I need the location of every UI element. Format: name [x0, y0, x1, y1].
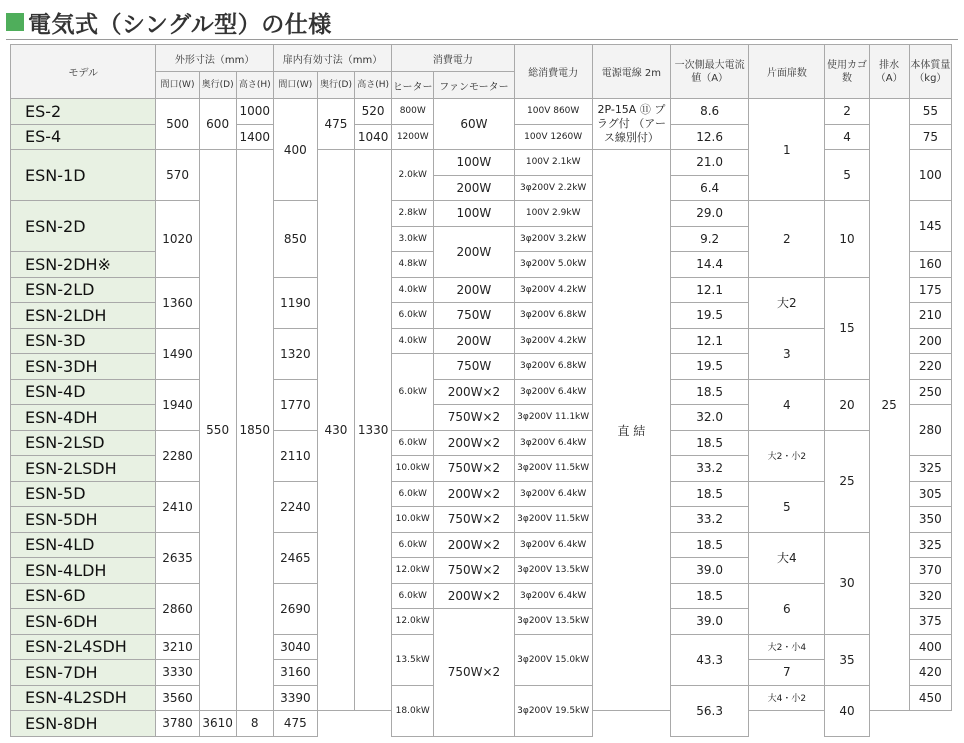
- outer-width-cell: 2635: [156, 532, 199, 583]
- current-cell: 9.2: [671, 226, 749, 252]
- table-row: [11, 277, 952, 303]
- total-power-cell: 100V 2.9kW: [514, 201, 592, 227]
- weight-cell: 220: [909, 354, 951, 380]
- weight-cell: 250: [909, 379, 951, 405]
- doors-cell: 2: [749, 201, 825, 278]
- inner-width-cell: 850: [273, 201, 317, 278]
- model-cell: ES-2: [11, 99, 156, 125]
- title-square-icon: [6, 13, 24, 31]
- heater-cell: 2.0kW: [392, 150, 434, 201]
- carts-cell: 5: [825, 150, 869, 201]
- header-max-current: 一次側最大電流値（A）: [671, 45, 749, 99]
- header-inner-height: 高さ(H): [355, 72, 392, 99]
- total-power-cell: 3φ200V 5.0kW: [514, 252, 592, 278]
- current-cell: 19.5: [671, 303, 749, 329]
- table-row: [11, 99, 952, 125]
- outer-width-cell: 2860: [156, 583, 199, 634]
- table-row: [11, 532, 952, 558]
- total-power-cell: 3φ200V 6.4kW: [514, 379, 592, 405]
- fan-cell: 750W×2: [434, 456, 514, 482]
- fan-cell: 200W×2: [434, 532, 514, 558]
- model-cell: ESN-2LSD: [11, 430, 156, 456]
- header-drain: 排水（A）: [869, 45, 909, 99]
- inner-height-cell: 520: [355, 99, 392, 125]
- total-power-cell: 3φ200V 11.5kW: [514, 507, 592, 533]
- outer-width-cell: 2410: [156, 481, 199, 532]
- weight-cell: 325: [909, 532, 951, 558]
- header-outer-depth: 奥行(D): [199, 72, 236, 99]
- doors-cell: 1: [749, 99, 825, 201]
- current-cell: 32.0: [671, 405, 749, 431]
- model-cell: ESN-3D: [11, 328, 156, 354]
- total-power-cell: 100V 1260W: [514, 124, 592, 150]
- weight-cell: 160: [909, 252, 951, 278]
- carts-cell: 10: [825, 201, 869, 278]
- heater-cell: 4.0kW: [392, 328, 434, 354]
- carts-cell: 2: [825, 99, 869, 125]
- heater-cell: 10.0kW: [392, 456, 434, 482]
- power-cord-cell: 2P-15A ⑪ プラグ付 （アース線別付）: [592, 99, 670, 150]
- total-power-cell: 3φ200V 11.1kW: [514, 405, 592, 431]
- inner-width-cell: 3040: [273, 634, 317, 660]
- outer-width-cell: 3560: [156, 685, 199, 711]
- fan-cell: 750W×2: [434, 507, 514, 533]
- outer-depth-cell: 600: [199, 99, 236, 150]
- total-power-cell: 3φ200V 6.4kW: [514, 481, 592, 507]
- fan-cell: 750W×2: [434, 405, 514, 431]
- heater-cell: 13.5kW: [392, 634, 434, 685]
- doors-cell: 7: [749, 660, 825, 686]
- outer-width-cell: 3330: [156, 660, 199, 686]
- model-cell: ESN-8DH: [11, 711, 156, 737]
- inner-width-cell: 2690: [273, 583, 317, 634]
- model-cell: ESN-1D: [11, 150, 156, 201]
- drain-cell: 25: [869, 99, 909, 711]
- doors-cell: 8: [236, 711, 273, 737]
- weight-cell: 55: [909, 99, 951, 125]
- inner-width-cell: 2110: [273, 430, 317, 481]
- model-cell: ESN-2LSDH: [11, 456, 156, 482]
- outer-width-cell: 1020: [156, 201, 199, 278]
- table-row: [11, 583, 952, 609]
- current-cell: 12.6: [671, 124, 749, 150]
- fan-cell: 200W: [434, 175, 514, 201]
- title-divider: [6, 39, 958, 40]
- heater-cell: 6.0kW: [392, 532, 434, 558]
- current-cell: 21.0: [671, 150, 749, 176]
- outer-height-cell: 1850: [236, 150, 273, 711]
- header-total-power: 総消費電力: [514, 45, 592, 99]
- heater-cell: 4.0kW: [392, 277, 434, 303]
- heater-cell: 2.8kW: [392, 201, 434, 227]
- inner-height-cell: 1040: [355, 124, 392, 150]
- weight-cell: 370: [909, 558, 951, 584]
- total-power-cell: 3φ200V 6.8kW: [514, 303, 592, 329]
- fan-cell: 750W×2: [434, 609, 514, 737]
- weight-cell: 420: [909, 660, 951, 686]
- current-cell: 39.0: [671, 609, 749, 635]
- header-heater: ヒーター: [392, 72, 434, 99]
- total-power-cell: 3φ200V 6.4kW: [514, 532, 592, 558]
- model-cell: ESN-4DH: [11, 405, 156, 431]
- heater-cell: 4.8kW: [392, 252, 434, 278]
- table-row: [11, 379, 952, 405]
- table-row: [11, 201, 952, 227]
- outer-height-cell: 1400: [236, 124, 273, 150]
- header-outer-width: 間口(W): [156, 72, 199, 99]
- carts-cell: 35: [825, 634, 869, 685]
- outer-width-cell: 1940: [156, 379, 199, 430]
- carts-cell: 25: [825, 430, 869, 532]
- fan-cell: 200W: [434, 226, 514, 277]
- weight-cell: 400: [909, 634, 951, 660]
- doors-cell: 4: [749, 379, 825, 430]
- inner-width-cell: 3610: [199, 711, 236, 737]
- model-cell: ESN-2L4SDH: [11, 634, 156, 660]
- weight-cell: 350: [909, 507, 951, 533]
- total-power-cell: 3φ200V 6.8kW: [514, 354, 592, 380]
- fan-cell: 200W×2: [434, 481, 514, 507]
- fan-cell: 750W: [434, 354, 514, 380]
- header-model: モデル: [11, 45, 156, 99]
- total-power-cell: 100V 2.1kW: [514, 150, 592, 176]
- inner-width-cell: 400: [273, 99, 317, 201]
- weight-cell: 200: [909, 328, 951, 354]
- model-cell: ESN-5DH: [11, 507, 156, 533]
- current-cell: 12.1: [671, 277, 749, 303]
- weight-cell: 280: [909, 405, 951, 456]
- header-fan-motor: ファンモーター: [434, 72, 514, 99]
- total-power-cell: 3φ200V 13.5kW: [514, 609, 592, 635]
- outer-width-cell: 2280: [156, 430, 199, 481]
- header-door-count: 片面扉数: [749, 45, 825, 99]
- total-power-cell: 100V 860W: [514, 99, 592, 125]
- total-power-cell: 3φ200V 4.2kW: [514, 328, 592, 354]
- model-cell: ESN-7DH: [11, 660, 156, 686]
- heater-cell: 6.0kW: [392, 481, 434, 507]
- total-power-cell: 3φ200V 13.5kW: [514, 558, 592, 584]
- total-power-cell: 3φ200V 2.2kW: [514, 175, 592, 201]
- current-cell: 33.2: [671, 507, 749, 533]
- model-cell: ESN-6DH: [11, 609, 156, 635]
- heater-cell: 6.0kW: [392, 430, 434, 456]
- current-cell: 33.2: [671, 456, 749, 482]
- weight-cell: 145: [909, 201, 951, 252]
- total-power-cell: 3φ200V 15.0kW: [514, 634, 592, 685]
- current-cell: 6.4: [671, 175, 749, 201]
- doors-cell: 6: [749, 583, 825, 634]
- total-power-cell: 3φ200V 6.4kW: [514, 583, 592, 609]
- header-weight: 本体質量（kg）: [909, 45, 951, 99]
- doors-cell: 大2: [749, 277, 825, 328]
- weight-cell: 325: [909, 456, 951, 482]
- heater-cell: 3.0kW: [392, 226, 434, 252]
- heater-cell: 10.0kW: [392, 507, 434, 533]
- header-inner-dimensions: 扉内有効寸法（mm）: [273, 45, 391, 72]
- total-power-cell: 3φ200V 6.4kW: [514, 430, 592, 456]
- carts-cell: 4: [825, 124, 869, 150]
- header-outer-height: 高さ(H): [236, 72, 273, 99]
- heater-cell: 6.0kW: [392, 303, 434, 329]
- inner-width-cell: 2240: [273, 481, 317, 532]
- fan-cell: 100W: [434, 150, 514, 176]
- table-row: [11, 328, 952, 354]
- weight-cell: 450: [909, 685, 951, 711]
- carts-cell: 15: [825, 277, 869, 379]
- model-cell: ESN-2LD: [11, 277, 156, 303]
- fan-cell: 100W: [434, 201, 514, 227]
- page-title: 電気式（シングル型）の仕様: [28, 11, 332, 38]
- inner-height-cell: 1330: [355, 150, 392, 711]
- heater-cell: 6.0kW: [392, 354, 434, 431]
- doors-cell: 大4・小2: [749, 685, 825, 711]
- current-cell: 18.5: [671, 379, 749, 405]
- doors-cell: 3: [749, 328, 825, 379]
- weight-cell: 175: [909, 277, 951, 303]
- page-title-block: [6, 4, 332, 40]
- current-cell: 18.5: [671, 532, 749, 558]
- inner-width-cell: 2465: [273, 532, 317, 583]
- current-cell: 18.5: [671, 481, 749, 507]
- table-row: [11, 481, 952, 507]
- weight-cell: 305: [909, 481, 951, 507]
- spec-table: [10, 44, 952, 737]
- weight-cell: 320: [909, 583, 951, 609]
- current-cell: 12.1: [671, 328, 749, 354]
- carts-cell: 20: [825, 379, 869, 430]
- inner-depth-cell: 475: [317, 99, 354, 150]
- header-inner-width: 間口(W): [273, 72, 317, 99]
- inner-width-cell: 3160: [273, 660, 317, 686]
- doors-cell: 大4: [749, 532, 825, 583]
- model-cell: ESN-6D: [11, 583, 156, 609]
- fan-cell: 200W×2: [434, 583, 514, 609]
- model-cell: ESN-2D: [11, 201, 156, 252]
- power-cord-cell: 直 結: [592, 150, 670, 711]
- outer-depth-cell: 550: [199, 150, 236, 711]
- fan-cell: 200W: [434, 277, 514, 303]
- fan-cell: 200W: [434, 328, 514, 354]
- model-cell: ESN-4L2SDH: [11, 685, 156, 711]
- current-cell: 56.3: [671, 685, 749, 736]
- current-cell: 29.0: [671, 201, 749, 227]
- model-cell: ESN-5D: [11, 481, 156, 507]
- model-cell: ES-4: [11, 124, 156, 150]
- model-cell: ESN-2DH※: [11, 252, 156, 278]
- header-power: 消費電力: [392, 45, 514, 72]
- header-row-1: [11, 45, 952, 72]
- model-cell: ESN-4D: [11, 379, 156, 405]
- inner-width-cell: 3390: [273, 685, 317, 711]
- model-cell: ESN-3DH: [11, 354, 156, 380]
- total-power-cell: 3φ200V 19.5kW: [514, 685, 592, 736]
- outer-height-cell: 1000: [236, 99, 273, 125]
- fan-cell: 750W: [434, 303, 514, 329]
- inner-width-cell: 1320: [273, 328, 317, 379]
- outer-width-cell: 3780: [156, 711, 199, 737]
- total-power-cell: 3φ200V 3.2kW: [514, 226, 592, 252]
- current-cell: 14.4: [671, 252, 749, 278]
- inner-width-cell: 1190: [273, 277, 317, 328]
- carts-cell: 40: [825, 685, 869, 736]
- current-cell: 19.5: [671, 354, 749, 380]
- fan-cell: 200W×2: [434, 430, 514, 456]
- current-cell: 18.5: [671, 430, 749, 456]
- outer-width-cell: 3210: [156, 634, 199, 660]
- weight-cell: 75: [909, 124, 951, 150]
- current-cell: 39.0: [671, 558, 749, 584]
- model-cell: ESN-2LDH: [11, 303, 156, 329]
- outer-width-cell: 500: [156, 99, 199, 150]
- fan-cell: 750W×2: [434, 558, 514, 584]
- header-inner-depth: 奥行(D): [317, 72, 354, 99]
- current-cell: 18.5: [671, 583, 749, 609]
- doors-cell: 大2・小4: [749, 634, 825, 660]
- heater-cell: 1200W: [392, 124, 434, 150]
- outer-width-cell: 1490: [156, 328, 199, 379]
- weight-cell: 375: [909, 609, 951, 635]
- doors-cell: 5: [749, 481, 825, 532]
- inner-width-cell: 1770: [273, 379, 317, 430]
- weight-cell: 100: [909, 150, 951, 201]
- weight-cell: 475: [273, 711, 317, 737]
- heater-cell: 12.0kW: [392, 558, 434, 584]
- total-power-cell: 3φ200V 4.2kW: [514, 277, 592, 303]
- fan-cell: 200W×2: [434, 379, 514, 405]
- model-cell: ESN-4LD: [11, 532, 156, 558]
- current-cell: 8.6: [671, 99, 749, 125]
- carts-cell: 30: [825, 532, 869, 634]
- model-cell: ESN-4LDH: [11, 558, 156, 584]
- heater-cell: 18.0kW: [392, 685, 434, 736]
- doors-cell: 大2・小2: [749, 430, 825, 481]
- total-power-cell: 3φ200V 11.5kW: [514, 456, 592, 482]
- table-row: [11, 430, 952, 456]
- heater-cell: 800W: [392, 99, 434, 125]
- outer-width-cell: 1360: [156, 277, 199, 328]
- header-cart-count: 使用カゴ数: [825, 45, 869, 99]
- inner-depth-cell: 430: [317, 150, 354, 711]
- header-power-cord: 電源電線 2m: [592, 45, 670, 99]
- current-cell: 43.3: [671, 634, 749, 685]
- weight-cell: 210: [909, 303, 951, 329]
- header-outer-dimensions: 外形寸法（mm）: [156, 45, 273, 72]
- outer-width-cell: 570: [156, 150, 199, 201]
- heater-cell: 12.0kW: [392, 609, 434, 635]
- fan-cell: 60W: [434, 99, 514, 150]
- heater-cell: 6.0kW: [392, 583, 434, 609]
